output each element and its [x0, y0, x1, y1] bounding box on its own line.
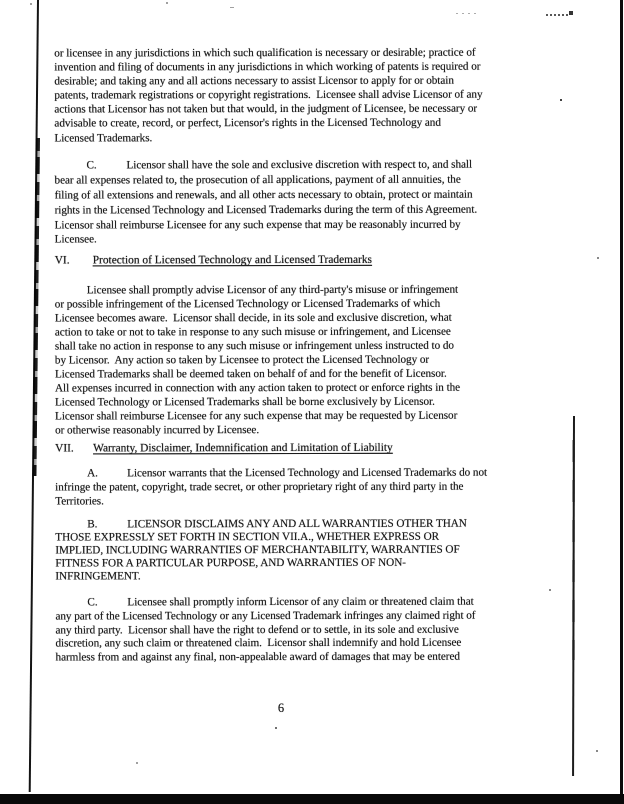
- scan-speck: [560, 99, 562, 101]
- text-line-content: IMPLIED, INCLUDING WARRANTIES OF MERCHANTABILITY, WARRANTIES OF: [55, 543, 460, 557]
- text-line: [55, 187, 533, 203]
- text-line: [55, 637, 533, 652]
- text-line: [55, 380, 533, 395]
- text-line-content: Licensee shall promptly inform Licensor of any claim or threatened claim that: [127, 595, 474, 609]
- section-number: VII.: [55, 442, 74, 455]
- scan-speck: [549, 589, 551, 591]
- section-title: Protection of Licensed Technology and Licensed Trademarks: [92, 253, 372, 267]
- text-line-content: bear all expenses related to, the prosecution of all applications, payment of all annuities, the: [54, 173, 461, 187]
- paragraph: [54, 46, 532, 146]
- scan-speck: [230, 7, 234, 8]
- scan-speck: [468, 13, 470, 14]
- text-line-content: discretion, any such claim or threatened claim. Licensor shall indemnify and hold Licensee: [55, 637, 462, 650]
- scan-speck: [136, 762, 138, 764]
- text-line: [54, 157, 532, 173]
- text-line-content: harmless from and against any final, non-appealable award of damages that may be entered: [55, 650, 460, 664]
- text-line-content: by Licensor. Any action so taken by Licensee to protect the Licensed Technology or: [54, 353, 430, 367]
- text-line-content: Licensed Technology or Licensed Trademarks shall be borne exclusively by Licensor.: [54, 395, 435, 409]
- scan-speck: [546, 14, 548, 16]
- scan-speck: [275, 727, 277, 729]
- text-line-content: action to take or not to take in response to any such misuse or infringement, and Licensee: [54, 325, 451, 339]
- text-line-content: THOSE EXPRESSLY SET FORTH IN SECTION VII.A., WHETHER EXPRESS OR: [55, 530, 440, 544]
- text-line-content: INFRINGEMENT.: [55, 570, 141, 583]
- text-line: [55, 544, 533, 558]
- text-line-content: or licensee in any jurisdictions in which such qualification is necessary or desirable; practice of: [54, 46, 476, 60]
- text-line-content: Licensor shall have the sole and exclusive discretion with respect to, and shall: [126, 158, 473, 172]
- text-line-content: invention and filing of documents in any jurisdictions in which working of patents is required or: [54, 60, 481, 74]
- scan-speck: [597, 257, 599, 259]
- scan-speck: [554, 14, 556, 16]
- text-line-content: or otherwise reasonably incurred by Licensee.: [55, 424, 260, 437]
- paragraph: [54, 157, 532, 247]
- scan-speck: [562, 14, 564, 16]
- scan-speck: [566, 14, 568, 16]
- text-line-content: shall take no action in response to any such misuse or infringement unless instructed to do: [54, 339, 454, 353]
- text-line: [55, 570, 533, 584]
- scan-artifact-left-edge-band: [32, 138, 39, 476]
- text-line-content: patents, trademark registrations or copyright registrations. Licensee shall advise Licensor of any: [54, 88, 483, 102]
- text-line-content: advisable to create, record, or perfect, Licensor's rights in the Licensed Technology and: [54, 117, 441, 130]
- paragraph: [55, 282, 533, 437]
- text-line: [55, 324, 533, 339]
- scan-artifact-right-border: [620, 0, 623, 804]
- text-line-content: or possible infringement of the Licensed Technology or Licensed Trademarks of which: [54, 297, 441, 311]
- paragraph-marker: B.: [87, 518, 98, 531]
- text-line-content: rights in the Licensed Technology and Licensed Trademarks during the term of this Agreement.: [54, 203, 478, 217]
- text-line-content: LICENSOR DISCLAIMS ANY AND ALL WARRANTIES OTHER THAN: [127, 517, 467, 531]
- text-line: [55, 338, 533, 353]
- text-line: [55, 282, 533, 297]
- text-line: [54, 130, 532, 145]
- text-line-content: Licensor shall reimburse Licensee for any such expense that may be requested by Licensor: [55, 409, 458, 423]
- text-line-content: Licensee becomes aware. Licensor shall decide, in its sole and exclusive discretion, what: [54, 311, 452, 325]
- text-line: [55, 366, 533, 381]
- text-line: [54, 74, 532, 89]
- scan-speck: [550, 14, 552, 16]
- text-line: [55, 493, 533, 508]
- text-line: [54, 116, 532, 131]
- scan-speck: [569, 11, 573, 15]
- text-line: [55, 623, 533, 638]
- text-line: [55, 172, 533, 188]
- text-line-content: any third party. Licensor shall have the right to defend or to settle, in its sole and exclusive: [55, 623, 459, 637]
- paragraph-marker: C.: [86, 159, 97, 172]
- text-line: [55, 310, 533, 325]
- text-line: [55, 394, 533, 409]
- text-line-content: Licensor warrants that the Licensed Technology and Licensed Trademarks do not: [127, 466, 488, 480]
- text-line-content: Licensor shall reimburse Licensee for any such expense that may be reasonably incurred by: [54, 218, 461, 232]
- text-line: [54, 46, 532, 61]
- text-line: [55, 479, 533, 494]
- scan-speck: [474, 13, 476, 14]
- text-line: [56, 651, 534, 666]
- text-line: [55, 217, 533, 233]
- text-line-content: infringe the patent, copyright, trade secret, or other proprietary right of any third party in the: [55, 480, 464, 494]
- scan-speck: [558, 14, 560, 16]
- text-line-content: filing of all extensions and renewals, and all other acts necessary to obtain, protect or maintain: [54, 188, 473, 202]
- text-line: [55, 609, 533, 624]
- text-line-content: FITNESS FOR A PARTICULAR PURPOSE, AND WARRANTIES OF NON-: [55, 557, 406, 570]
- text-line-content: Licensed Trademarks.: [54, 131, 153, 145]
- paragraph-marker: C.: [87, 596, 98, 609]
- text-line: [55, 352, 533, 367]
- page-number: 6: [277, 701, 285, 715]
- paragraph: [55, 465, 533, 508]
- section-title: Warranty, Disclaimer, Indemnification and Limitation of Liability: [93, 441, 393, 455]
- text-line: [55, 232, 533, 248]
- text-line: [55, 557, 533, 571]
- text-line-content: Licensed Trademarks shall be deemed taken on behalf of and for the benefit of Licensor.: [54, 367, 447, 381]
- text-line: [55, 595, 533, 610]
- text-line: [55, 517, 533, 531]
- scan-speck: [596, 750, 598, 752]
- scan-speck: [30, 3, 32, 5]
- scan-speck: [462, 13, 464, 14]
- text-line-content: any part of the Licensed Technology or any Licensed Trademark infringes any claimed right of: [55, 609, 476, 623]
- document-body: [54, 0, 534, 804]
- text-line-content: All expenses incurred in connection with any action taken to protect or enforce rights in the: [54, 381, 461, 395]
- scan-speck: [166, 2, 168, 4]
- section-heading: [55, 441, 533, 454]
- paragraph-marker: A.: [87, 467, 98, 480]
- text-line-content: Licensee shall promptly advise Licensor of any third-party's misuse or infringement: [86, 283, 459, 297]
- text-line: [54, 60, 532, 75]
- text-line: [55, 422, 533, 437]
- paragraph: [55, 595, 533, 665]
- text-line-content: Licensee.: [54, 233, 97, 246]
- section-heading: [55, 253, 533, 266]
- text-line: [55, 408, 533, 423]
- text-line-content: desirable; and taking any and all actions necessary to assist Licensor to apply for or obtain: [54, 74, 454, 88]
- text-line: [55, 202, 533, 218]
- text-line: [54, 102, 532, 117]
- text-line: [55, 531, 533, 545]
- text-line: [55, 465, 533, 480]
- text-line: [55, 296, 533, 311]
- scan-speck: [456, 13, 458, 14]
- section-number: VI.: [54, 254, 70, 267]
- text-line: [54, 88, 532, 103]
- text-line-content: actions that Licensor has not taken but that would, in the judgment of Licensee, be necessary or: [54, 102, 478, 116]
- paragraph: [55, 517, 533, 583]
- text-line-content: Territories.: [55, 495, 104, 508]
